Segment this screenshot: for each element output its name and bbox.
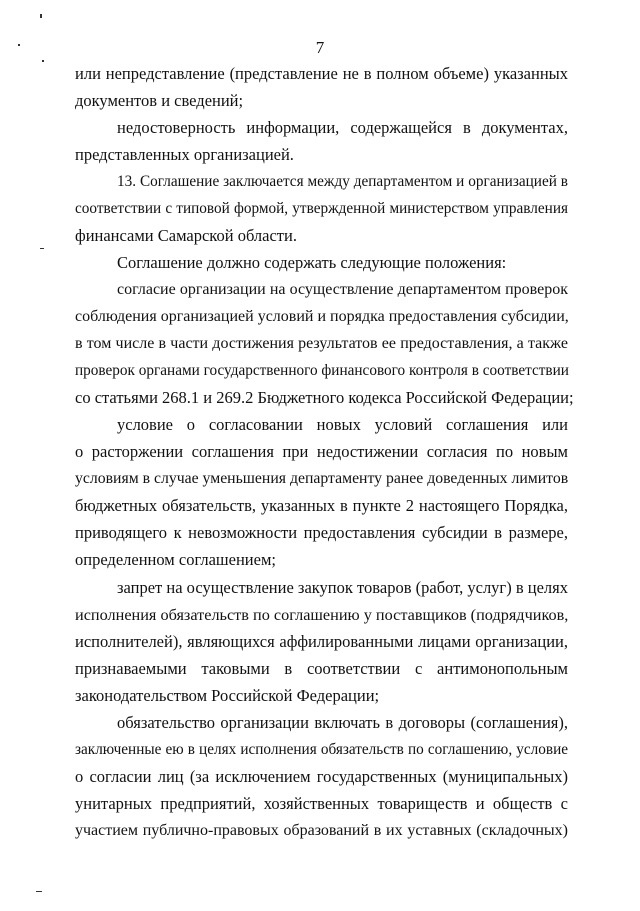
- text-line: обязательство организации включать в договоры (соглашения),: [117, 713, 568, 732]
- text-line: о расторжении соглашения при недостижении согласия по новым: [75, 442, 568, 461]
- text-line: представленных организацией.: [75, 145, 294, 164]
- text-line: условие о согласовании новых условий соглашения или: [117, 415, 568, 434]
- text-line: унитарных предприятий, хозяйственных товариществ и обществ с: [75, 794, 568, 813]
- scan-mark: [18, 44, 20, 46]
- text-line: соблюдения организацией условий и порядка предоставления субсидии,: [75, 308, 569, 325]
- scan-mark: [40, 14, 42, 18]
- text-line: 13. Соглашение заключается между департаментом и организацией в: [117, 173, 568, 190]
- text-line: запрет на осуществление закупок товаров (работ, услуг) в целях: [117, 578, 568, 597]
- page-number: 7: [315, 38, 325, 57]
- text-line: приводящего к невозможности предоставления субсидии в размере,: [75, 523, 568, 542]
- text-line: признаваемыми таковыми в соответствии с антимонопольным: [75, 659, 568, 678]
- text-line: Соглашение должно содержать следующие положения:: [117, 253, 507, 272]
- text-line: о согласии лиц (за исключением государственных (муниципальных): [75, 767, 568, 786]
- text-line: условиям в случае уменьшения департаменту ранее доведенных лимитов: [75, 470, 569, 487]
- text-line: со статьями 268.1 и 269.2 Бюджетного кодекса Российской Федерации;: [75, 388, 574, 407]
- text-line: исполнителей), являющихся аффилированными лицами организации,: [75, 632, 568, 651]
- scan-mark: [42, 60, 44, 62]
- text-line: соответствии с типовой формой, утвержденной министерством управления: [75, 200, 568, 217]
- text-line: заключенные ею в целях исполнения обязательств по соглашению, условие: [75, 741, 568, 758]
- text-line: бюджетных обязательств, указанных в пункте 2 настоящего Порядка,: [75, 496, 568, 515]
- text-line: законодательством Российской Федерации;: [75, 686, 380, 705]
- text-line: согласие организации на осуществление департаментом проверок: [117, 281, 568, 298]
- text-line: финансами Самарской области.: [75, 226, 297, 245]
- text-line: участием публично-правовых образований в их уставных (складочных): [75, 822, 568, 839]
- text-line: недостоверность информации, содержащейся в документах,: [117, 118, 568, 137]
- text-line: или непредставление (представление не в полном объеме) указанных: [75, 64, 568, 83]
- text-line: исполнения обязательств по соглашению у поставщиков (подрядчиков,: [75, 606, 569, 624]
- text-line: документов и сведений;: [75, 91, 244, 110]
- text-line: определенном соглашением;: [75, 550, 276, 569]
- scan-mark: [36, 891, 42, 892]
- text-line: проверок органами государственного финансового контроля в соответствии: [75, 362, 569, 379]
- text-line: в том числе в части достижения результатов ее предоставления, а также: [75, 335, 568, 352]
- scan-mark: [40, 248, 44, 249]
